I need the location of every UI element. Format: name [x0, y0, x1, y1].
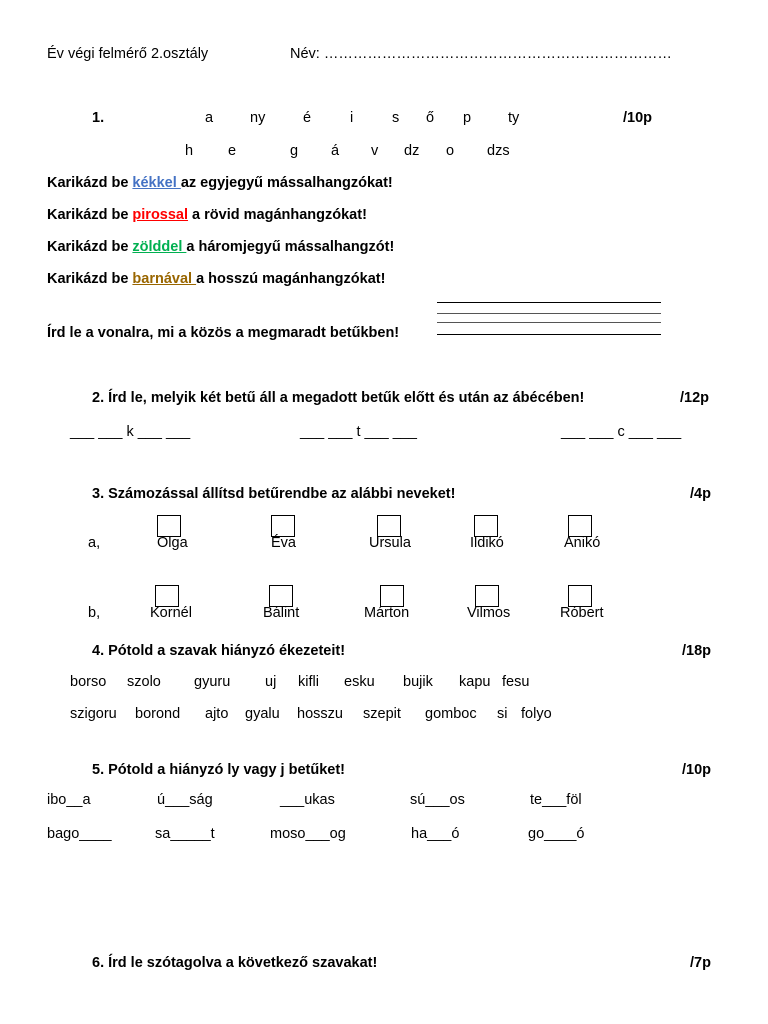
instruction-prefix: Karikázd be: [47, 175, 133, 191]
row-a-label: a,: [88, 535, 101, 551]
word-item[interactable]: gomboc: [425, 706, 477, 722]
word-item[interactable]: ibo__a: [47, 792, 91, 808]
instruction-suffix: a hosszú magánhangzókat!: [196, 271, 386, 287]
letter: ny: [250, 110, 266, 126]
name-item: Márton: [364, 605, 410, 621]
word-item[interactable]: moso___og: [270, 826, 346, 842]
word-item[interactable]: szigoru: [70, 706, 117, 722]
instruction-prefix: Karikázd be: [47, 207, 133, 223]
word-item[interactable]: si: [497, 706, 508, 722]
answer-line[interactable]: [437, 302, 661, 303]
letter: ő: [426, 110, 435, 126]
name-item: Kornél: [150, 605, 192, 621]
name-item: Éva: [271, 535, 296, 551]
task2-item[interactable]: ___ ___ t ___ ___: [300, 424, 417, 440]
instruction-suffix: a háromjegyű mássalhangzót!: [186, 239, 395, 255]
task3-title: 3. Számozással állítsd betűrendbe az alábbi neveket!: [92, 486, 456, 502]
letter: ty: [508, 110, 520, 126]
letter: á: [331, 143, 340, 159]
color-word-green: zölddel: [132, 239, 187, 255]
number-box[interactable]: [377, 515, 401, 537]
instruction-blue: [47, 175, 393, 191]
name-item: Bálint: [263, 605, 300, 621]
row-b-label: b,: [88, 605, 101, 621]
task5-title: 5. Pótold a hiányzó ly vagy j betűket!: [92, 762, 345, 778]
word-item[interactable]: bujik: [403, 674, 433, 690]
answer-line[interactable]: [437, 313, 661, 314]
letter: e: [228, 143, 237, 159]
number-box[interactable]: [380, 585, 404, 607]
task5-points: /10p: [682, 762, 712, 778]
word-item[interactable]: ___ukas: [280, 792, 335, 808]
name-item: Vilmos: [467, 605, 511, 621]
letter: p: [463, 110, 472, 126]
word-item[interactable]: sa_____t: [155, 826, 215, 842]
word-item[interactable]: ajto: [205, 706, 229, 722]
task6-title: 6. Írd le szótagolva a következő szavakat!: [92, 955, 378, 971]
number-box[interactable]: [474, 515, 498, 537]
word-item[interactable]: borond: [135, 706, 181, 722]
name-item: Róbert: [560, 605, 604, 621]
letter: v: [371, 143, 379, 159]
instruction-prefix: Karikázd be: [47, 239, 133, 255]
number-box[interactable]: [157, 515, 181, 537]
instruction-green: [47, 239, 394, 255]
letter: dz: [404, 143, 420, 159]
word-item[interactable]: szepit: [363, 706, 401, 722]
name-item: Anikó: [564, 535, 601, 551]
color-word-blue: kékkel: [132, 175, 181, 191]
word-item[interactable]: sú___os: [410, 792, 465, 808]
word-item[interactable]: fesu: [502, 674, 530, 690]
word-item[interactable]: bago____: [47, 826, 112, 842]
color-word-red: pirossal: [132, 207, 189, 223]
answer-line[interactable]: [437, 322, 661, 323]
task2-title: 2. Írd le, melyik két betű áll a megadott betűk előtt és után az ábécében!: [92, 390, 585, 406]
number-box[interactable]: [475, 585, 499, 607]
number-box[interactable]: [271, 515, 295, 537]
task2-points: /12p: [680, 390, 710, 406]
answer-line[interactable]: [437, 334, 661, 335]
word-item[interactable]: esku: [344, 674, 375, 690]
number-box[interactable]: [568, 515, 592, 537]
task2-item[interactable]: ___ ___ c ___ ___: [561, 424, 682, 440]
number-box[interactable]: [269, 585, 293, 607]
letter: é: [303, 110, 312, 126]
word-item[interactable]: szolo: [127, 674, 161, 690]
word-item[interactable]: folyo: [521, 706, 552, 722]
letter: i: [350, 110, 354, 126]
task1-number: 1.: [92, 110, 105, 126]
instruction-red: [47, 207, 367, 223]
letter: s: [392, 110, 400, 126]
word-item[interactable]: borso: [70, 674, 107, 690]
word-item[interactable]: go____ó: [528, 826, 585, 842]
letter: o: [446, 143, 455, 159]
instruction-prefix: Karikázd be: [47, 271, 133, 287]
letter: a: [205, 110, 214, 126]
color-word-brown: barnával: [132, 271, 197, 287]
word-item[interactable]: kapu: [459, 674, 491, 690]
word-item[interactable]: te___föl: [530, 792, 582, 808]
instruction-suffix: a rövid magánhangzókat!: [188, 207, 367, 223]
instruction-brown: [47, 271, 385, 287]
letter: h: [185, 143, 194, 159]
word-item[interactable]: ha___ó: [411, 826, 460, 842]
word-item[interactable]: gyalu: [245, 706, 280, 722]
task6-points: /7p: [690, 955, 711, 971]
name-item: Olga: [157, 535, 188, 551]
name-field[interactable]: Név: ………………………………………………………………: [290, 46, 672, 62]
instruction-suffix: az egyjegyű mássalhangzókat!: [180, 175, 393, 191]
word-item[interactable]: ú___ság: [157, 792, 213, 808]
word-item[interactable]: kifli: [298, 674, 319, 690]
worksheet-title: Év végi felmérő 2.osztály: [47, 46, 209, 62]
number-box[interactable]: [155, 585, 179, 607]
number-box[interactable]: [568, 585, 592, 607]
name-item: Ildikó: [470, 535, 504, 551]
task1-points: /10p: [623, 110, 653, 126]
task2-item[interactable]: ___ ___ k ___ ___: [70, 424, 191, 440]
word-item[interactable]: gyuru: [194, 674, 231, 690]
task3-points: /4p: [690, 486, 711, 502]
name-item: Ursula: [369, 535, 411, 551]
task1-final-instruction: Írd le a vonalra, mi a közös a megmaradt betűkben!: [47, 325, 400, 341]
task4-title: 4. Pótold a szavak hiányzó ékezeteit!: [92, 643, 346, 659]
word-item[interactable]: uj: [265, 674, 277, 690]
letter: g: [290, 143, 299, 159]
word-item[interactable]: hosszu: [297, 706, 343, 722]
task4-points: /18p: [682, 643, 712, 659]
letter: dzs: [487, 143, 510, 159]
